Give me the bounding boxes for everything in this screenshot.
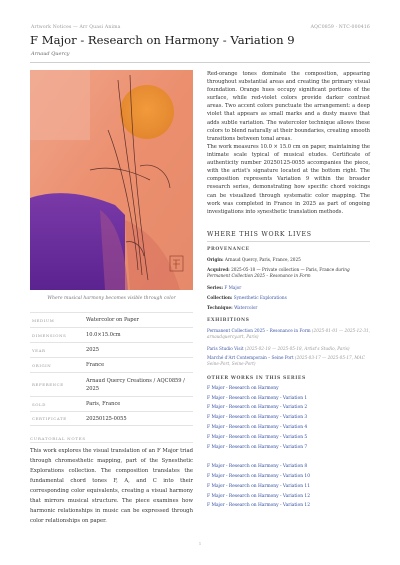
- acquired-exhibition: during Permanent Collection 2025 – Resonance in Form: [207, 267, 350, 278]
- exhibitions-heading: EXHIBITIONS: [207, 318, 250, 323]
- acquired-value: 2025-05-18 — Private collection — Paris, France: [231, 267, 335, 272]
- curatorial-text: This work explores the visual translation of an F Major triad through chromesthetic mapping, part of the Synesthetic Explorations collection. The composition translates the fundamental chord tones F, A, and C into their corresponding color equivalents, creating a visual harmony that mirrors musical structure. The piece examines how harmonic relationships in music can be expressed through color relationships on paper.: [30, 448, 193, 524]
- page-title: F Major - Research on Harmony - Variation 9: [30, 33, 295, 47]
- lives-heading: WHERE THIS WORK LIVES: [207, 231, 312, 238]
- spec-key: ORIGIN: [32, 362, 52, 368]
- spec-key: REFERENCE: [32, 382, 64, 387]
- exhibition-link[interactable]: Permanent Collection 2025 – Resonance in Form: [207, 328, 311, 333]
- spec-table: [30, 312, 193, 426]
- spec-row: [30, 327, 193, 342]
- exhibition-link[interactable]: Marché d'Art Contemporain – Seine Port: [207, 355, 294, 360]
- lives-divider: [207, 241, 370, 242]
- artwork-image: [30, 70, 193, 290]
- spec-row: [30, 372, 193, 396]
- other-work-link[interactable]: F Major - Research on Harmony - Variation 1: [207, 396, 308, 401]
- artwork-caption: Where musical harmony becomes visible through color: [47, 296, 176, 301]
- curatorial-heading: CURATORIAL NOTES: [30, 436, 86, 441]
- series-link[interactable]: F Major: [224, 285, 242, 290]
- other-work-link[interactable]: F Major - Research on Harmony - Variation 8: [207, 464, 308, 469]
- curatorial-divider: [30, 442, 193, 443]
- header-divider: [30, 62, 370, 63]
- spec-key: YEAR: [32, 347, 46, 353]
- other-work-link[interactable]: F Major - Research on Harmony - Variation 11: [207, 484, 311, 489]
- notice-code: AQC0859 · NTC-000416: [310, 25, 370, 30]
- collection-link[interactable]: Synesthetic Explorations: [233, 295, 287, 300]
- page-number: 1: [198, 541, 202, 546]
- description-paragraph: Red-orange tones dominate the composition, appearing throughout substantial areas and creating the primary visual foundation. Orange hues occupy significant portions of the surface, while red-violet colors provide darker contrast areas. Two accent colors punctuate the arrangement: a deep violet that appears as small marks and a dusty mauve that adds subtle variation. The watercolor technique allows these colors to blend naturally at their boundaries, creating smooth transitions between tonal areas.: [207, 71, 370, 142]
- exhibition-detail: (2025-03-17 — 2025-05-17, MAC Seine-Port, Seine-Port): [207, 355, 365, 366]
- spec-value: 20250125-0055: [86, 415, 127, 422]
- origin-value: Arnaud Quercy, Paris, France, 2025: [224, 257, 301, 262]
- exhibition-detail: (2025-01-01 — 2025-12-31, arnaudquercy.art, Paris): [207, 328, 371, 339]
- spec-value: 10.0×15.0cm: [86, 332, 121, 338]
- spec-key: DIMENSIONS: [32, 332, 67, 338]
- other-work-link[interactable]: F Major - Research on Harmony - Variation 5: [207, 435, 308, 440]
- spec-row: [30, 357, 193, 372]
- spec-row: [30, 396, 193, 411]
- other-works-heading: OTHER WORKS IN THIS SERIES: [207, 376, 306, 381]
- collection-label: Artwork Notices — Arr Quasi Anima: [31, 25, 121, 30]
- description-paragraph: The work measures 10.0 × 15.0 cm on paper, maintaining the intimate scale typical of musical etudes. Certificate of authenticity number 20250125-0055 accompanies the piece, with the artist's signature located at the bottom right. The composition represents Variation 9 within the broader research series, demonstrating how specific chord voicings can be visualized through systematic color mapping. The work was completed in France in 2025 as part of ongoing investigations into synesthetic translation methods.: [207, 144, 370, 215]
- exhibition-link[interactable]: Paris Studio Visit: [207, 346, 244, 351]
- exhibition-item: [207, 328, 370, 340]
- other-work-link[interactable]: F Major - Research on Harmony - Variation 2: [207, 405, 308, 410]
- other-work-link[interactable]: F Major - Research on Harmony - Variation 7: [207, 445, 308, 450]
- spec-row: [30, 411, 193, 426]
- other-work-link[interactable]: F Major - Research on Harmony - Variation 4: [207, 425, 308, 430]
- exhibition-item: [207, 355, 370, 367]
- technique-link[interactable]: Watercolor: [234, 305, 258, 310]
- provenance-origin: [207, 257, 370, 263]
- spec-row: [30, 312, 193, 327]
- provenance-heading: PROVENANCE: [207, 247, 250, 252]
- spec-value: France: [86, 362, 105, 368]
- other-work-link[interactable]: F Major - Research on Harmony - Variation 12: [207, 494, 311, 499]
- series-label: Series:: [207, 285, 224, 290]
- other-work-link[interactable]: F Major - Research on Harmony - Variation 3: [207, 415, 308, 420]
- spec-key: CERTIFICATE: [32, 416, 67, 421]
- exhibition-item: [207, 346, 370, 352]
- technique-label: Technique:: [207, 305, 233, 310]
- artist-name: Arnaud Quercy: [31, 51, 70, 57]
- spec-row: [30, 342, 193, 357]
- provenance-collection: [207, 295, 370, 301]
- spec-value: 2025: [86, 347, 99, 353]
- spec-value: Watercolor on Paper: [86, 317, 139, 323]
- origin-label: Origin:: [207, 257, 224, 262]
- provenance-technique: [207, 305, 370, 311]
- provenance-acquired: [207, 267, 370, 279]
- spec-key: SOLD: [32, 401, 46, 407]
- exhibition-detail: (2025-02-18 — 2025-05-18, Artist's Studio, Paris): [244, 346, 350, 351]
- spec-value: Arnaud Quercy Creations / AQC0859 / 2025: [86, 377, 185, 392]
- collection-label: Collection:: [207, 295, 233, 300]
- provenance-series: [207, 285, 370, 291]
- other-work-link[interactable]: F Major - Research on Harmony: [207, 386, 279, 391]
- other-work-link[interactable]: F Major - Research on Harmony - Variation 12: [207, 503, 311, 508]
- spec-value: Paris, France: [86, 401, 121, 407]
- other-work-link[interactable]: F Major - Research on Harmony - Variation 10: [207, 474, 311, 479]
- spec-key: MEDIUM: [32, 317, 55, 323]
- acquired-label: Acquired:: [207, 267, 230, 272]
